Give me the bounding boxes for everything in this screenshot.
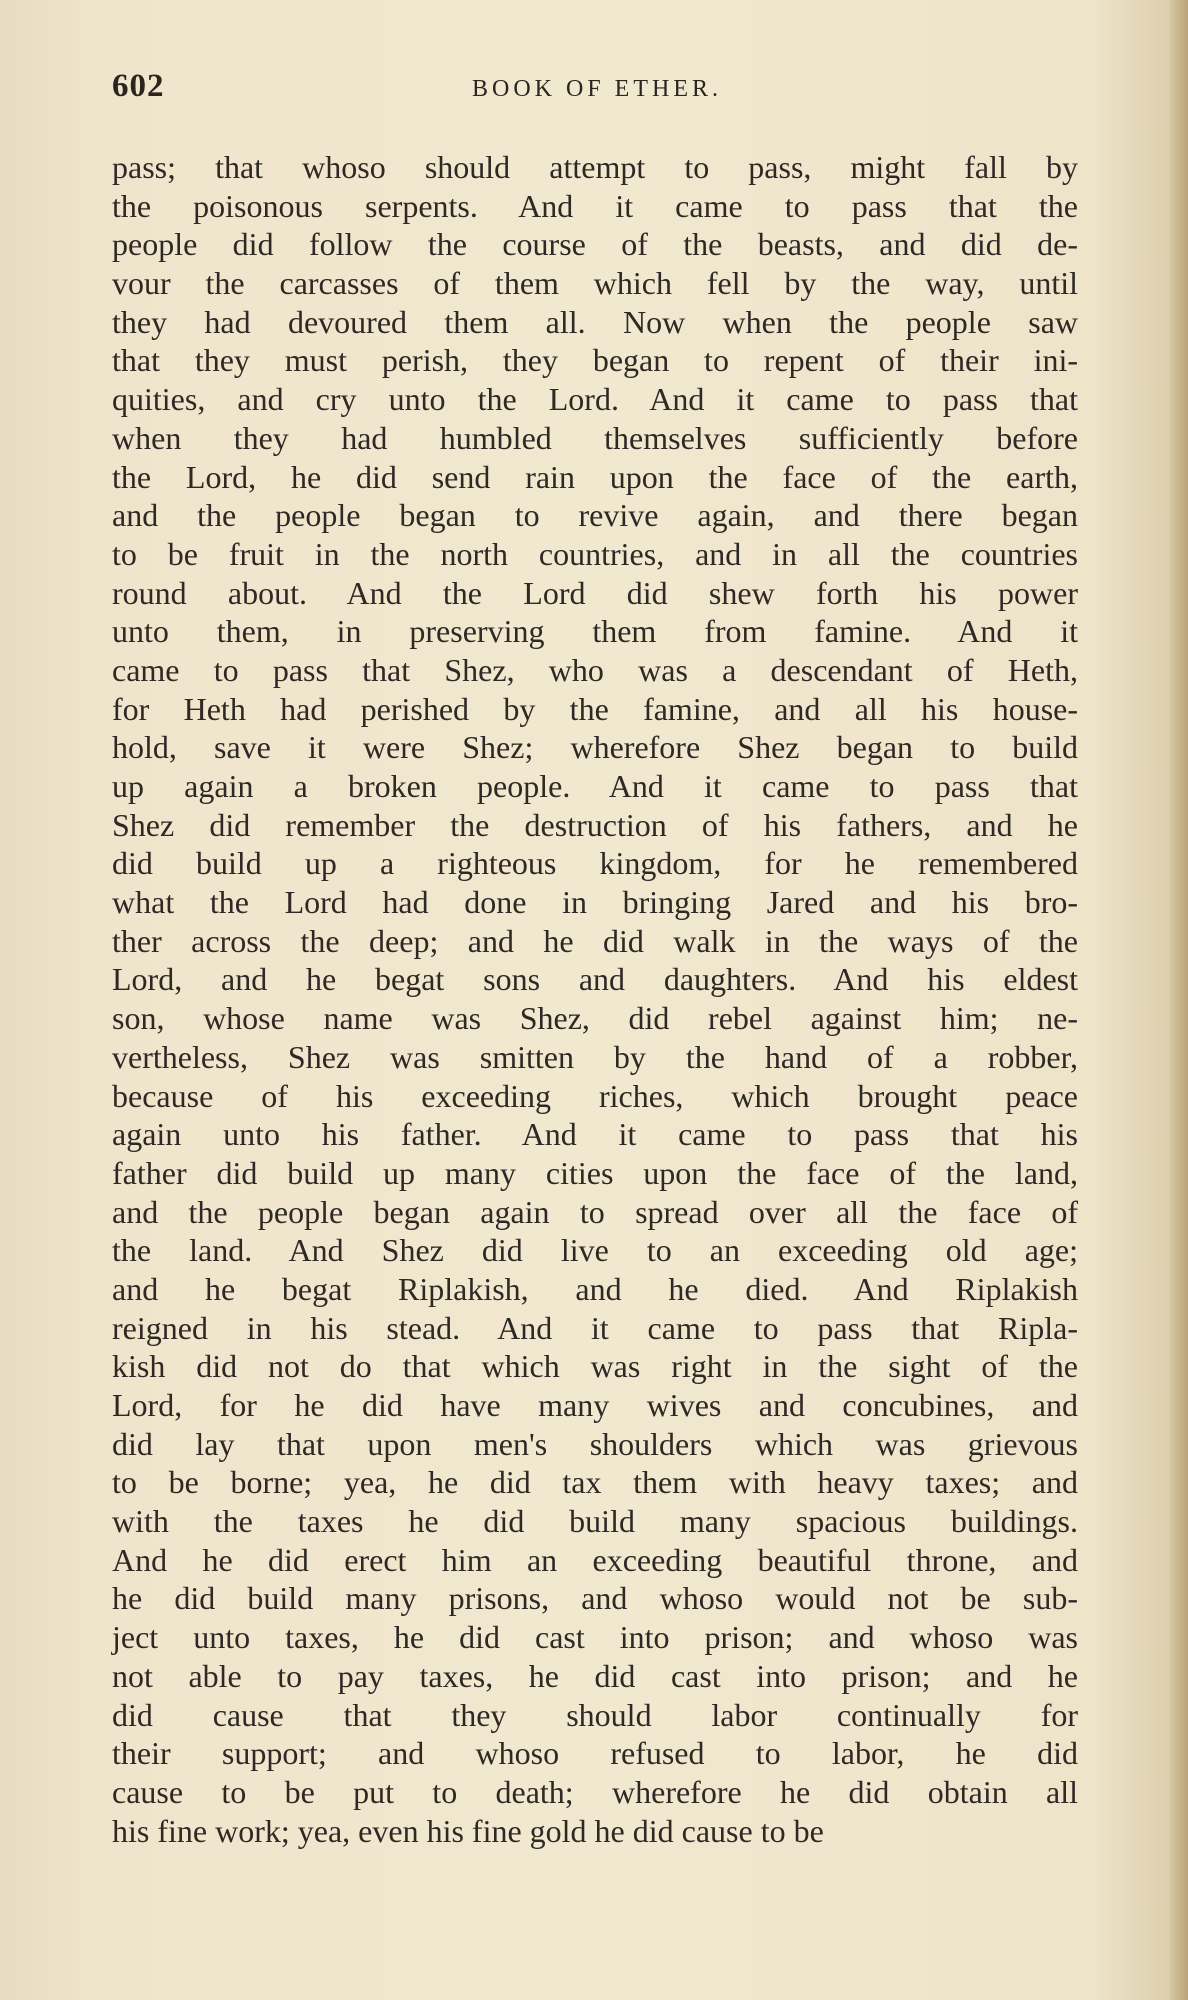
text-line: quities, and cry unto the Lord. And it came to pass that — [112, 381, 1078, 418]
body-text — [112, 148, 1078, 1850]
text-line: again unto his father. And it came to pass that his — [112, 1116, 1078, 1153]
text-line: the poisonous serpents. And it came to pass that the — [112, 187, 1078, 224]
text-line: people did follow the course of the beasts, and did de- — [112, 226, 1078, 263]
text-line: what the Lord had done in bringing Jared and his bro- — [112, 884, 1078, 921]
text-line: and he begat Riplakish, and he died. And Riplakish — [112, 1270, 1078, 1307]
text-line: cause to be put to death; wherefore he did obtain all — [112, 1773, 1078, 1810]
text-line: and the people began to revive again, and there began — [112, 497, 1078, 534]
text-line: reigned in his stead. And it came to pass that Ripla- — [112, 1309, 1078, 1346]
text-line: because of his exceeding riches, which brought peace — [112, 1077, 1078, 1114]
text-line: ject unto taxes, he did cast into prison; and whoso was — [112, 1619, 1078, 1656]
text-line: round about. And the Lord did shew forth his power — [112, 574, 1078, 611]
text-line: did cause that they should labor continually for — [112, 1696, 1078, 1733]
page-number: 602 — [112, 68, 165, 104]
text-line: the Lord, he did send rain upon the face of the earth, — [112, 458, 1078, 495]
text-line: they had devoured them all. Now when the people saw — [112, 303, 1078, 340]
text-line: pass; that whoso should attempt to pass, might fall by — [112, 149, 1078, 185]
text-line: ther across the deep; and he did walk in the ways of the — [112, 922, 1078, 959]
text-line: did lay that upon men's shoulders which was grievous — [112, 1425, 1078, 1462]
text-line: not able to pay taxes, he did cast into prison; and he — [112, 1657, 1078, 1694]
text-line: Lord, for he did have many wives and concubines, and — [112, 1387, 1078, 1423]
running-title: BOOK OF ETHER. — [472, 76, 723, 102]
text-line: Shez did remember the destruction of his fathers, and he — [112, 806, 1078, 843]
text-line: son, whose name was Shez, did rebel against him; ne- — [112, 1000, 1078, 1037]
page-edge — [1170, 0, 1188, 2000]
text-line: hold, save it were Shez; wherefore Shez began to build — [112, 729, 1078, 766]
text-line: to be fruit in the north countries, and in all the countries — [112, 535, 1078, 572]
text-line: for Heth had perished by the famine, and all his house- — [112, 690, 1078, 727]
text-line: with the taxes he did build many spacious buildings. — [112, 1503, 1078, 1540]
text-line: up again a broken people. And it came to pass that — [112, 768, 1078, 804]
text-line: his fine work; yea, even his fine gold he did cause to be — [112, 1812, 824, 1849]
text-line: their support; and whoso refused to labor, he did — [112, 1735, 1078, 1772]
text-line: kish did not do that which was right in the sight of the — [112, 1348, 1078, 1385]
text-line: Lord, and he begat sons and daughters. And his eldest — [112, 961, 1078, 998]
text-line: And he did erect him an exceeding beautiful throne, and — [112, 1541, 1078, 1578]
text-line: came to pass that Shez, who was a descendant of Heth, — [112, 651, 1078, 688]
text-line: and the people began again to spread over all the face of — [112, 1193, 1078, 1230]
page-header — [112, 68, 1082, 116]
text-line: vertheless, Shez was smitten by the hand of a robber, — [112, 1038, 1078, 1075]
text-line: to be borne; yea, he did tax them with heavy taxes; and — [112, 1464, 1078, 1501]
text-line: he did build many prisons, and whoso would not be sub- — [112, 1580, 1078, 1617]
text-line: that they must perish, they began to repent of their ini- — [112, 342, 1078, 379]
text-line: did build up a righteous kingdom, for he remembered — [112, 845, 1078, 882]
text-line: the land. And Shez did live to an exceeding old age; — [112, 1232, 1078, 1269]
text-line: when they had humbled themselves sufficiently before — [112, 419, 1078, 456]
text-line: unto them, in preserving them from famine. And it — [112, 613, 1078, 650]
text-line: vour the carcasses of them which fell by the way, until — [112, 265, 1078, 302]
text-line: father did build up many cities upon the face of the land, — [112, 1154, 1078, 1191]
